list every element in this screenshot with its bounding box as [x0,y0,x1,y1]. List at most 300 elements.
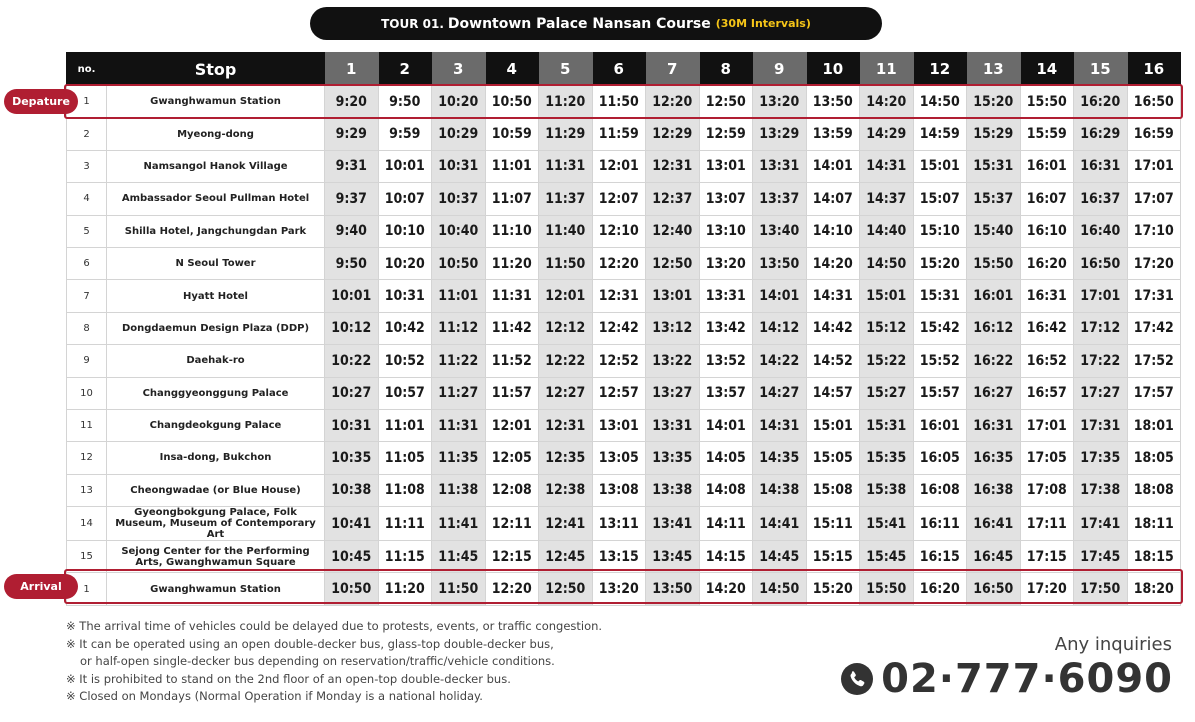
table-row [67,377,1181,409]
time-cell: 11:40 [539,215,593,247]
departure-tag: Depature [4,89,78,114]
time-cell: 15:12 [860,312,914,344]
time-cell: 15:20 [806,573,860,605]
time-cell: 11:57 [485,377,539,409]
time-cell: 12:59 [699,118,753,150]
time-cell: 15:59 [1020,118,1074,150]
time-cell: 10:22 [325,345,379,377]
time-cell: 11:20 [539,86,593,118]
time-cell: 11:01 [485,150,539,182]
time-cell: 10:59 [485,118,539,150]
table-row [67,474,1181,506]
stop-name: N Seoul Tower [107,247,325,279]
note-line: ※ It is prohibited to stand on the 2nd floor of an open-top double-decker bus. [66,671,511,686]
time-cell: 12:01 [592,150,646,182]
time-cell: 16:20 [913,573,967,605]
header-trip-8: 8 [699,53,753,86]
time-cell: 12:20 [646,86,700,118]
time-cell: 15:05 [806,442,860,474]
time-cell: 13:01 [592,409,646,441]
time-cell: 17:52 [1127,345,1181,377]
time-cell: 12:01 [539,280,593,312]
notes [66,618,602,706]
time-cell: 15:27 [860,377,914,409]
stop-name: Sejong Center for the Performing Arts, Gwanghwamun Square [107,541,325,573]
stop-number: 1 [67,573,107,605]
time-cell: 14:15 [699,541,753,573]
time-cell: 14:20 [860,86,914,118]
time-cell: 13:27 [646,377,700,409]
time-cell: 12:40 [646,215,700,247]
header-row [67,53,1181,86]
time-cell: 15:07 [913,183,967,215]
time-cell: 15:11 [806,507,860,541]
note-line: ※ It can be operated using an open double-decker bus, glass-top double-decker bus, [66,636,554,651]
time-cell: 15:35 [860,442,914,474]
time-cell: 14:50 [753,573,807,605]
time-cell: 14:59 [913,118,967,150]
time-cell: 15:50 [967,247,1021,279]
time-cell: 12:50 [539,573,593,605]
stop-number: 4 [67,183,107,215]
time-cell: 11:20 [378,573,432,605]
time-cell: 13:31 [699,280,753,312]
stop-number: 2 [67,118,107,150]
table-row [67,86,1181,118]
time-cell: 11:31 [539,150,593,182]
stop-name: Changgyeonggung Palace [107,377,325,409]
time-cell: 18:01 [1127,409,1181,441]
stop-name: Gwanghwamun Station [107,573,325,605]
time-cell: 14:35 [753,442,807,474]
time-cell: 11:42 [485,312,539,344]
time-cell: 11:37 [539,183,593,215]
time-cell: 14:31 [860,150,914,182]
time-cell: 15:10 [913,215,967,247]
time-cell: 16:11 [913,507,967,541]
time-cell: 10:01 [325,280,379,312]
time-cell: 11:50 [432,573,486,605]
time-cell: 10:27 [325,377,379,409]
time-cell: 10:41 [325,507,379,541]
time-cell: 13:11 [592,507,646,541]
header-trip-10: 10 [806,53,860,86]
time-cell: 17:31 [1074,409,1128,441]
time-cell: 11:15 [378,541,432,573]
time-cell: 15:31 [967,150,1021,182]
time-cell: 18:05 [1127,442,1181,474]
time-cell: 10:35 [325,442,379,474]
stop-number: 15 [67,541,107,573]
time-cell: 14:20 [806,247,860,279]
time-cell: 13:50 [806,86,860,118]
stop-name: Namsangol Hanok Village [107,150,325,182]
time-cell: 12:07 [592,183,646,215]
time-cell: 12:31 [646,150,700,182]
time-cell: 16:31 [1074,150,1128,182]
time-cell: 11:07 [485,183,539,215]
stop-number: 3 [67,150,107,182]
time-cell: 11:38 [432,474,486,506]
time-cell: 14:01 [806,150,860,182]
time-cell: 17:05 [1020,442,1074,474]
stop-name: Dongdaemun Design Plaza (DDP) [107,312,325,344]
stop-name: Myeong-dong [107,118,325,150]
time-cell: 17:01 [1020,409,1074,441]
time-cell: 13:01 [646,280,700,312]
time-cell: 14:52 [806,345,860,377]
table-row [67,280,1181,312]
table-row [67,183,1181,215]
time-cell: 15:29 [967,118,1021,150]
header-stop: Stop [107,53,325,86]
time-cell: 16:57 [1020,377,1074,409]
time-cell: 17:38 [1074,474,1128,506]
header-trip-3: 3 [432,53,486,86]
time-cell: 14:27 [753,377,807,409]
time-cell: 10:45 [325,541,379,573]
stop-number: 1 [67,86,107,118]
title-interval: (30M Intervals) [715,17,811,30]
time-cell: 17:20 [1127,247,1181,279]
time-cell: 16:10 [1020,215,1074,247]
time-cell: 18:11 [1127,507,1181,541]
time-cell: 13:50 [753,247,807,279]
time-cell: 14:31 [806,280,860,312]
time-cell: 14:01 [699,409,753,441]
time-cell: 15:15 [806,541,860,573]
stop-name: Ambassador Seoul Pullman Hotel [107,183,325,215]
time-cell: 16:41 [967,507,1021,541]
time-cell: 17:57 [1127,377,1181,409]
time-cell: 15:41 [860,507,914,541]
time-cell: 15:50 [1020,86,1074,118]
time-cell: 13:12 [646,312,700,344]
time-cell: 15:20 [913,247,967,279]
time-cell: 11:27 [432,377,486,409]
stop-name: Gwanghwamun Station [107,86,325,118]
time-cell: 13:31 [753,150,807,182]
time-cell: 17:10 [1127,215,1181,247]
time-cell: 12:35 [539,442,593,474]
time-cell: 12:31 [539,409,593,441]
time-cell: 10:20 [378,247,432,279]
time-cell: 13:08 [592,474,646,506]
time-cell: 15:22 [860,345,914,377]
time-cell: 16:20 [1020,247,1074,279]
time-cell: 17:35 [1074,442,1128,474]
time-cell: 14:42 [806,312,860,344]
time-cell: 12:12 [539,312,593,344]
table-row [67,541,1181,573]
time-cell: 16:07 [1020,183,1074,215]
stop-number: 11 [67,409,107,441]
time-cell: 11:11 [378,507,432,541]
time-cell: 12:20 [592,247,646,279]
stop-number: 6 [67,247,107,279]
note-line: or half-open single-decker bus depending on reservation/traffic/vehicle conditions. [80,654,555,668]
time-cell: 16:50 [1127,86,1181,118]
time-cell: 12:41 [539,507,593,541]
header-no: no. [67,53,107,86]
time-cell: 12:01 [485,409,539,441]
inquiry-label: Any inquiries [1054,634,1172,655]
table-row [67,118,1181,150]
stop-number: 13 [67,474,107,506]
time-cell: 10:31 [432,150,486,182]
time-cell: 14:37 [860,183,914,215]
time-cell: 15:38 [860,474,914,506]
time-cell: 15:01 [806,409,860,441]
time-cell: 11:10 [485,215,539,247]
time-cell: 9:59 [378,118,432,150]
time-cell: 17:41 [1074,507,1128,541]
time-cell: 12:05 [485,442,539,474]
time-cell: 16:08 [913,474,967,506]
time-cell: 11:08 [378,474,432,506]
time-cell: 16:35 [967,442,1021,474]
time-cell: 10:10 [378,215,432,247]
time-cell: 17:42 [1127,312,1181,344]
header-trip-9: 9 [753,53,807,86]
inquiry-phone [841,656,1173,702]
time-cell: 12:52 [592,345,646,377]
time-cell: 15:01 [860,280,914,312]
arrival-tag: Arrival [4,574,78,599]
time-cell: 16:45 [967,541,1021,573]
time-cell: 16:37 [1074,183,1128,215]
time-cell: 17:50 [1074,573,1128,605]
timetable [66,52,1181,606]
table-row [67,312,1181,344]
time-cell: 10:52 [378,345,432,377]
time-cell: 10:31 [378,280,432,312]
time-cell: 14:11 [699,507,753,541]
table-row [67,573,1181,605]
time-cell: 11:41 [432,507,486,541]
time-cell: 13:45 [646,541,700,573]
time-cell: 17:01 [1127,150,1181,182]
time-cell: 11:12 [432,312,486,344]
time-cell: 12:11 [485,507,539,541]
time-cell: 14:31 [753,409,807,441]
header-trip-4: 4 [485,53,539,86]
time-cell: 14:57 [806,377,860,409]
note-line: ※ The arrival time of vehicles could be delayed due to protests, events, or traffic congestion. [66,619,603,633]
time-cell: 12:22 [539,345,593,377]
time-cell: 10:57 [378,377,432,409]
time-cell: 16:38 [967,474,1021,506]
time-cell: 13:15 [592,541,646,573]
time-cell: 14:29 [860,118,914,150]
time-cell: 13:07 [699,183,753,215]
time-cell: 16:50 [967,573,1021,605]
time-cell: 11:05 [378,442,432,474]
phone-icon [841,663,873,695]
stop-name: Changdeokgung Palace [107,409,325,441]
time-cell: 13:42 [699,312,753,344]
note-line: ※ Closed on Mondays (Normal Operation if Monday is a national holiday. [66,689,483,703]
time-cell: 10:40 [432,215,486,247]
stop-number: 12 [67,442,107,474]
time-cell: 17:15 [1020,541,1074,573]
time-cell: 10:42 [378,312,432,344]
time-cell: 13:52 [699,345,753,377]
time-cell: 16:40 [1074,215,1128,247]
time-cell: 15:31 [860,409,914,441]
time-cell: 13:10 [699,215,753,247]
header-trip-1: 1 [325,53,379,86]
time-cell: 15:40 [967,215,1021,247]
time-cell: 12:57 [592,377,646,409]
time-cell: 12:08 [485,474,539,506]
time-cell: 13:50 [646,573,700,605]
title-bar [310,7,882,40]
time-cell: 12:20 [485,573,539,605]
time-cell: 15:31 [913,280,967,312]
stop-number: 14 [67,507,107,541]
stop-number: 8 [67,312,107,344]
time-cell: 14:10 [806,215,860,247]
time-cell: 9:50 [325,247,379,279]
time-cell: 16:27 [967,377,1021,409]
time-cell: 13:20 [699,247,753,279]
time-cell: 15:01 [913,150,967,182]
time-cell: 10:50 [485,86,539,118]
time-cell: 17:22 [1074,345,1128,377]
time-cell: 17:08 [1020,474,1074,506]
time-cell: 11:45 [432,541,486,573]
stop-name: Shilla Hotel, Jangchungdan Park [107,215,325,247]
time-cell: 14:01 [753,280,807,312]
time-cell: 14:50 [913,86,967,118]
time-cell: 16:42 [1020,312,1074,344]
time-cell: 15:42 [913,312,967,344]
header-trip-12: 12 [913,53,967,86]
time-cell: 17:27 [1074,377,1128,409]
time-cell: 9:50 [378,86,432,118]
stop-number: 10 [67,377,107,409]
time-cell: 15:57 [913,377,967,409]
time-cell: 10:38 [325,474,379,506]
time-cell: 15:52 [913,345,967,377]
time-cell: 11:35 [432,442,486,474]
page-title: Downtown Palace Nansan Course [447,15,711,32]
time-cell: 10:29 [432,118,486,150]
stop-name: Hyatt Hotel [107,280,325,312]
time-cell: 12:37 [646,183,700,215]
time-cell: 12:45 [539,541,593,573]
time-cell: 18:08 [1127,474,1181,506]
time-cell: 16:01 [967,280,1021,312]
time-cell: 14:40 [860,215,914,247]
time-cell: 15:50 [860,573,914,605]
table-row [67,215,1181,247]
time-cell: 9:40 [325,215,379,247]
time-cell: 16:15 [913,541,967,573]
stop-name: Gyeongbokgung Palace, Folk Museum, Museum of Contemporary Art [107,507,325,541]
time-cell: 16:31 [1020,280,1074,312]
time-cell: 18:20 [1127,573,1181,605]
time-cell: 16:29 [1074,118,1128,150]
time-cell: 9:31 [325,150,379,182]
time-cell: 16:05 [913,442,967,474]
time-cell: 14:50 [860,247,914,279]
time-cell: 14:20 [699,573,753,605]
time-cell: 14:07 [806,183,860,215]
time-cell: 16:20 [1074,86,1128,118]
table-row [67,409,1181,441]
time-cell: 17:12 [1074,312,1128,344]
stop-number: 9 [67,345,107,377]
stop-number: 7 [67,280,107,312]
time-cell: 16:59 [1127,118,1181,150]
time-cell: 15:20 [967,86,1021,118]
time-cell: 16:52 [1020,345,1074,377]
time-cell: 12:42 [592,312,646,344]
header-trip-7: 7 [646,53,700,86]
time-cell: 17:31 [1127,280,1181,312]
time-cell: 12:50 [646,247,700,279]
time-cell: 10:50 [432,247,486,279]
header-trip-15: 15 [1074,53,1128,86]
time-cell: 12:38 [539,474,593,506]
header-trip-13: 13 [967,53,1021,86]
stop-name: Insa-dong, Bukchon [107,442,325,474]
time-cell: 13:01 [699,150,753,182]
time-cell: 13:22 [646,345,700,377]
time-cell: 16:01 [913,409,967,441]
time-cell: 11:52 [485,345,539,377]
time-cell: 17:01 [1074,280,1128,312]
time-cell: 11:01 [378,409,432,441]
time-cell: 15:37 [967,183,1021,215]
time-cell: 11:31 [432,409,486,441]
time-cell: 10:37 [432,183,486,215]
time-cell: 16:31 [967,409,1021,441]
header-trip-2: 2 [378,53,432,86]
time-cell: 12:31 [592,280,646,312]
time-cell: 15:08 [806,474,860,506]
time-cell: 12:15 [485,541,539,573]
time-cell: 11:50 [592,86,646,118]
time-cell: 13:57 [699,377,753,409]
time-cell: 14:08 [699,474,753,506]
time-cell: 13:40 [753,215,807,247]
time-cell: 13:38 [646,474,700,506]
time-cell: 13:20 [592,573,646,605]
time-cell: 11:20 [485,247,539,279]
time-cell: 13:05 [592,442,646,474]
time-cell: 10:12 [325,312,379,344]
time-cell: 14:45 [753,541,807,573]
time-cell: 14:22 [753,345,807,377]
title-prefix: TOUR 01. [381,16,444,31]
time-cell: 13:41 [646,507,700,541]
header-trip-5: 5 [539,53,593,86]
time-cell: 13:35 [646,442,700,474]
time-cell: 16:01 [1020,150,1074,182]
table-row [67,150,1181,182]
header-trip-16: 16 [1127,53,1181,86]
time-cell: 12:50 [699,86,753,118]
time-cell: 14:41 [753,507,807,541]
time-cell: 11:01 [432,280,486,312]
phone-number: 02·777·6090 [881,656,1173,702]
time-cell: 11:50 [539,247,593,279]
stop-number: 5 [67,215,107,247]
stop-name: Daehak-ro [107,345,325,377]
